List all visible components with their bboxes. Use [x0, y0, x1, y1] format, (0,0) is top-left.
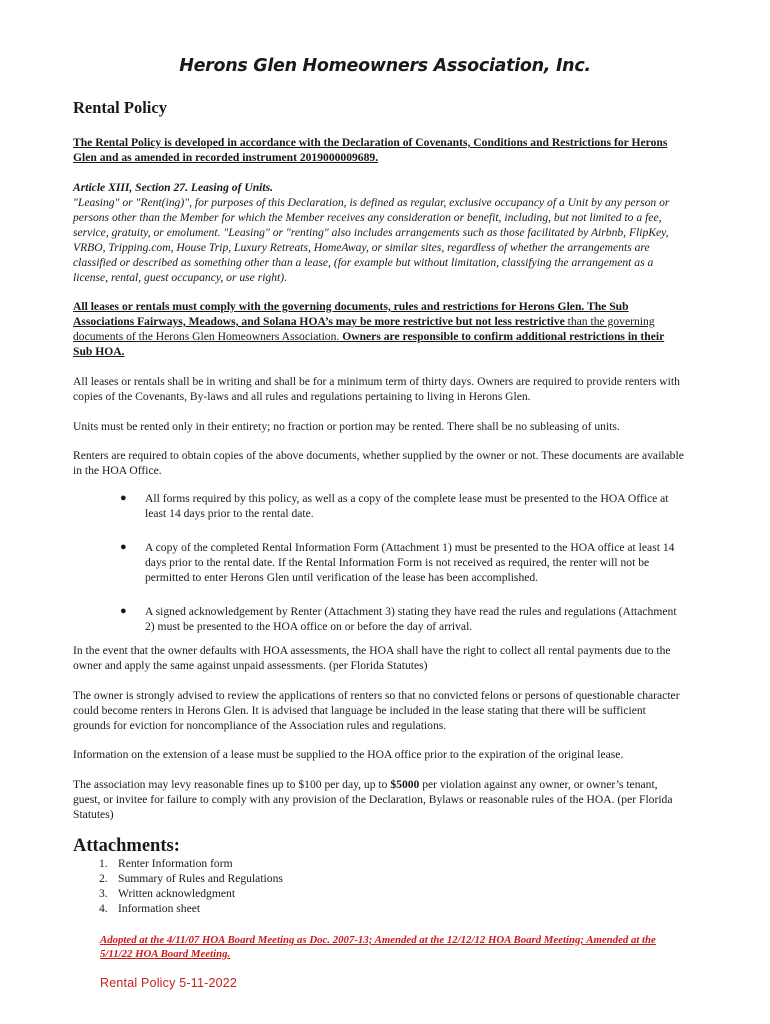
- intro-paragraph: The Rental Policy is developed in accordance with the Declaration of Covenants, Conditions and Restrictions for Herons Glen and as amended in recorded instrument 2019000009689.: [73, 136, 668, 164]
- default-paragraph: In the event that the owner defaults with HOA assessments, the HOA shall have the right to collect all rental payments due to the owner and apply the same against unpaid assessments. (per Florida Statutes): [73, 644, 671, 672]
- attachment-label: Information sheet: [118, 902, 201, 915]
- attachment-label: Summary of Rules and Regulations: [118, 872, 283, 885]
- bullet-dot-icon: ●: [120, 492, 127, 504]
- list-item: [73, 540, 685, 585]
- entirety-paragraph: Units must be rented only in their entirety; no fraction or portion may be rented. There shall be no subleasing of units.: [73, 420, 620, 433]
- attachment-label: Renter Information form: [118, 857, 233, 870]
- compliance-plain-text: than the governing documents of the Herons Glen Homeowners Association.: [73, 315, 655, 343]
- attachments-list: [73, 856, 283, 916]
- attachment-item: [73, 856, 283, 871]
- document-title: Herons Glen Homeowners Association, Inc.: [179, 56, 591, 76]
- advised-paragraph: The owner is strongly advised to review the applications of renters so that no convicted felons or persons of questionable character could become renters in Herons Glen. It is advised that language be included in the lease stating that there will be sufficient grounds for eviction for noncompliance of the Association rules and regulations.: [73, 689, 680, 732]
- compliance-paragraph: [73, 299, 685, 359]
- page-footer: Rental Policy 5-11-2022: [100, 976, 238, 990]
- adoption-note: Adopted at the 4/11/07 HOA Board Meeting as Doc. 2007-13; Amended at the 12/12/12 HOA Board Meeting; Amended at the 5/11/22 HOA Board Meeting.: [100, 934, 656, 960]
- renters-paragraph: Renters are required to obtain copies of the above documents, whether supplied by the owner or not. These documents are available in the HOA Office.: [73, 449, 684, 477]
- writing-paragraph: All leases or rentals shall be in writing and shall be for a minimum term of thirty days. Owners are required to provide renters with copies of the Covenants, By-laws and all rules and regulations pertaining to living in Herons Glen.: [73, 375, 680, 403]
- fines-text-a: The association may levy reasonable fines up to $100 per day, up to: [73, 778, 391, 791]
- compliance-bold-text-2: Owners are responsible to confirm additional restrictions in their Sub HOA.: [73, 330, 665, 358]
- attachment-number: 4.: [99, 902, 108, 915]
- section-heading: Rental Policy: [73, 98, 167, 117]
- attachment-label: Written acknowledgment: [118, 887, 236, 900]
- extension-paragraph: Information on the extension of a lease must be supplied to the HOA office prior to the expiration of the original lease.: [73, 748, 624, 761]
- fines-paragraph: [73, 777, 685, 822]
- fines-text-b: per violation against any owner, or owner’s tenant, guest, or invitee for failure to comply with any provision of the Declaration, Bylaws or reasonable rules of the HOA. (per Florida Statutes): [73, 778, 673, 821]
- attachment-item: [73, 871, 283, 886]
- requirements-list: [73, 491, 685, 653]
- attachment-number: 2.: [99, 872, 108, 885]
- article-text: "Leasing" or "Rent(ing)", for purposes of this Declaration, is defined as regular, exclusive occupancy of a Unit by any person or persons other than the Member for which the Member receives any consideration or benefit, including, but not limited to a fee, service, gratuity, or emolument. "Leasing" or "renting" also includes arrangements such as those facilitated by Airbnb, FlipKey, VRBO, Tripping.com, House Trip, Luxury Retreats, HomeAway, or similar sites, regardless of whether the arrangements are classified or described as something other than a lease, (for example but without limitation, classifying the arrangement as a license, rental, guest occupancy, or use right).: [73, 196, 670, 284]
- list-item-text: A copy of the completed Rental Information Form (Attachment 1) must be presented to the HOA office at least 14 days prior to the rental date. If the Rental Information Form is not received as required, the renter will not be permitted to enter Herons Glen until verification of the lease has been accomplished.: [145, 541, 675, 584]
- list-item: [73, 491, 685, 521]
- list-item-text: All forms required by this policy, as well as a copy of the complete lease must be presented to the HOA Office at least 14 days prior to the rental date.: [145, 492, 669, 520]
- list-item-text: A signed acknowledgement by Renter (Attachment 3) stating they have read the rules and regulations (Attachment 2) must be presented to the HOA office on or before the day of arrival.: [145, 605, 677, 633]
- list-item: [73, 604, 685, 634]
- attachment-number: 3.: [99, 887, 108, 900]
- bullet-dot-icon: ●: [120, 605, 127, 617]
- attachment-item: [73, 886, 283, 901]
- attachment-number: 1.: [99, 857, 108, 870]
- fines-amount: $5000: [390, 778, 420, 791]
- attachments-heading: Attachments:: [73, 836, 180, 856]
- bullet-dot-icon: ●: [120, 541, 127, 553]
- compliance-bold-text: All leases or rentals must comply with the governing documents, rules and restrictions for Herons Glen. The Sub Associations Fairways, Meadows, and Solana HOA’s may be more restrictive but not less restrictive: [73, 300, 629, 328]
- article-title: Article XIII, Section 27. Leasing of Units.: [73, 181, 274, 194]
- attachment-item: [73, 901, 283, 916]
